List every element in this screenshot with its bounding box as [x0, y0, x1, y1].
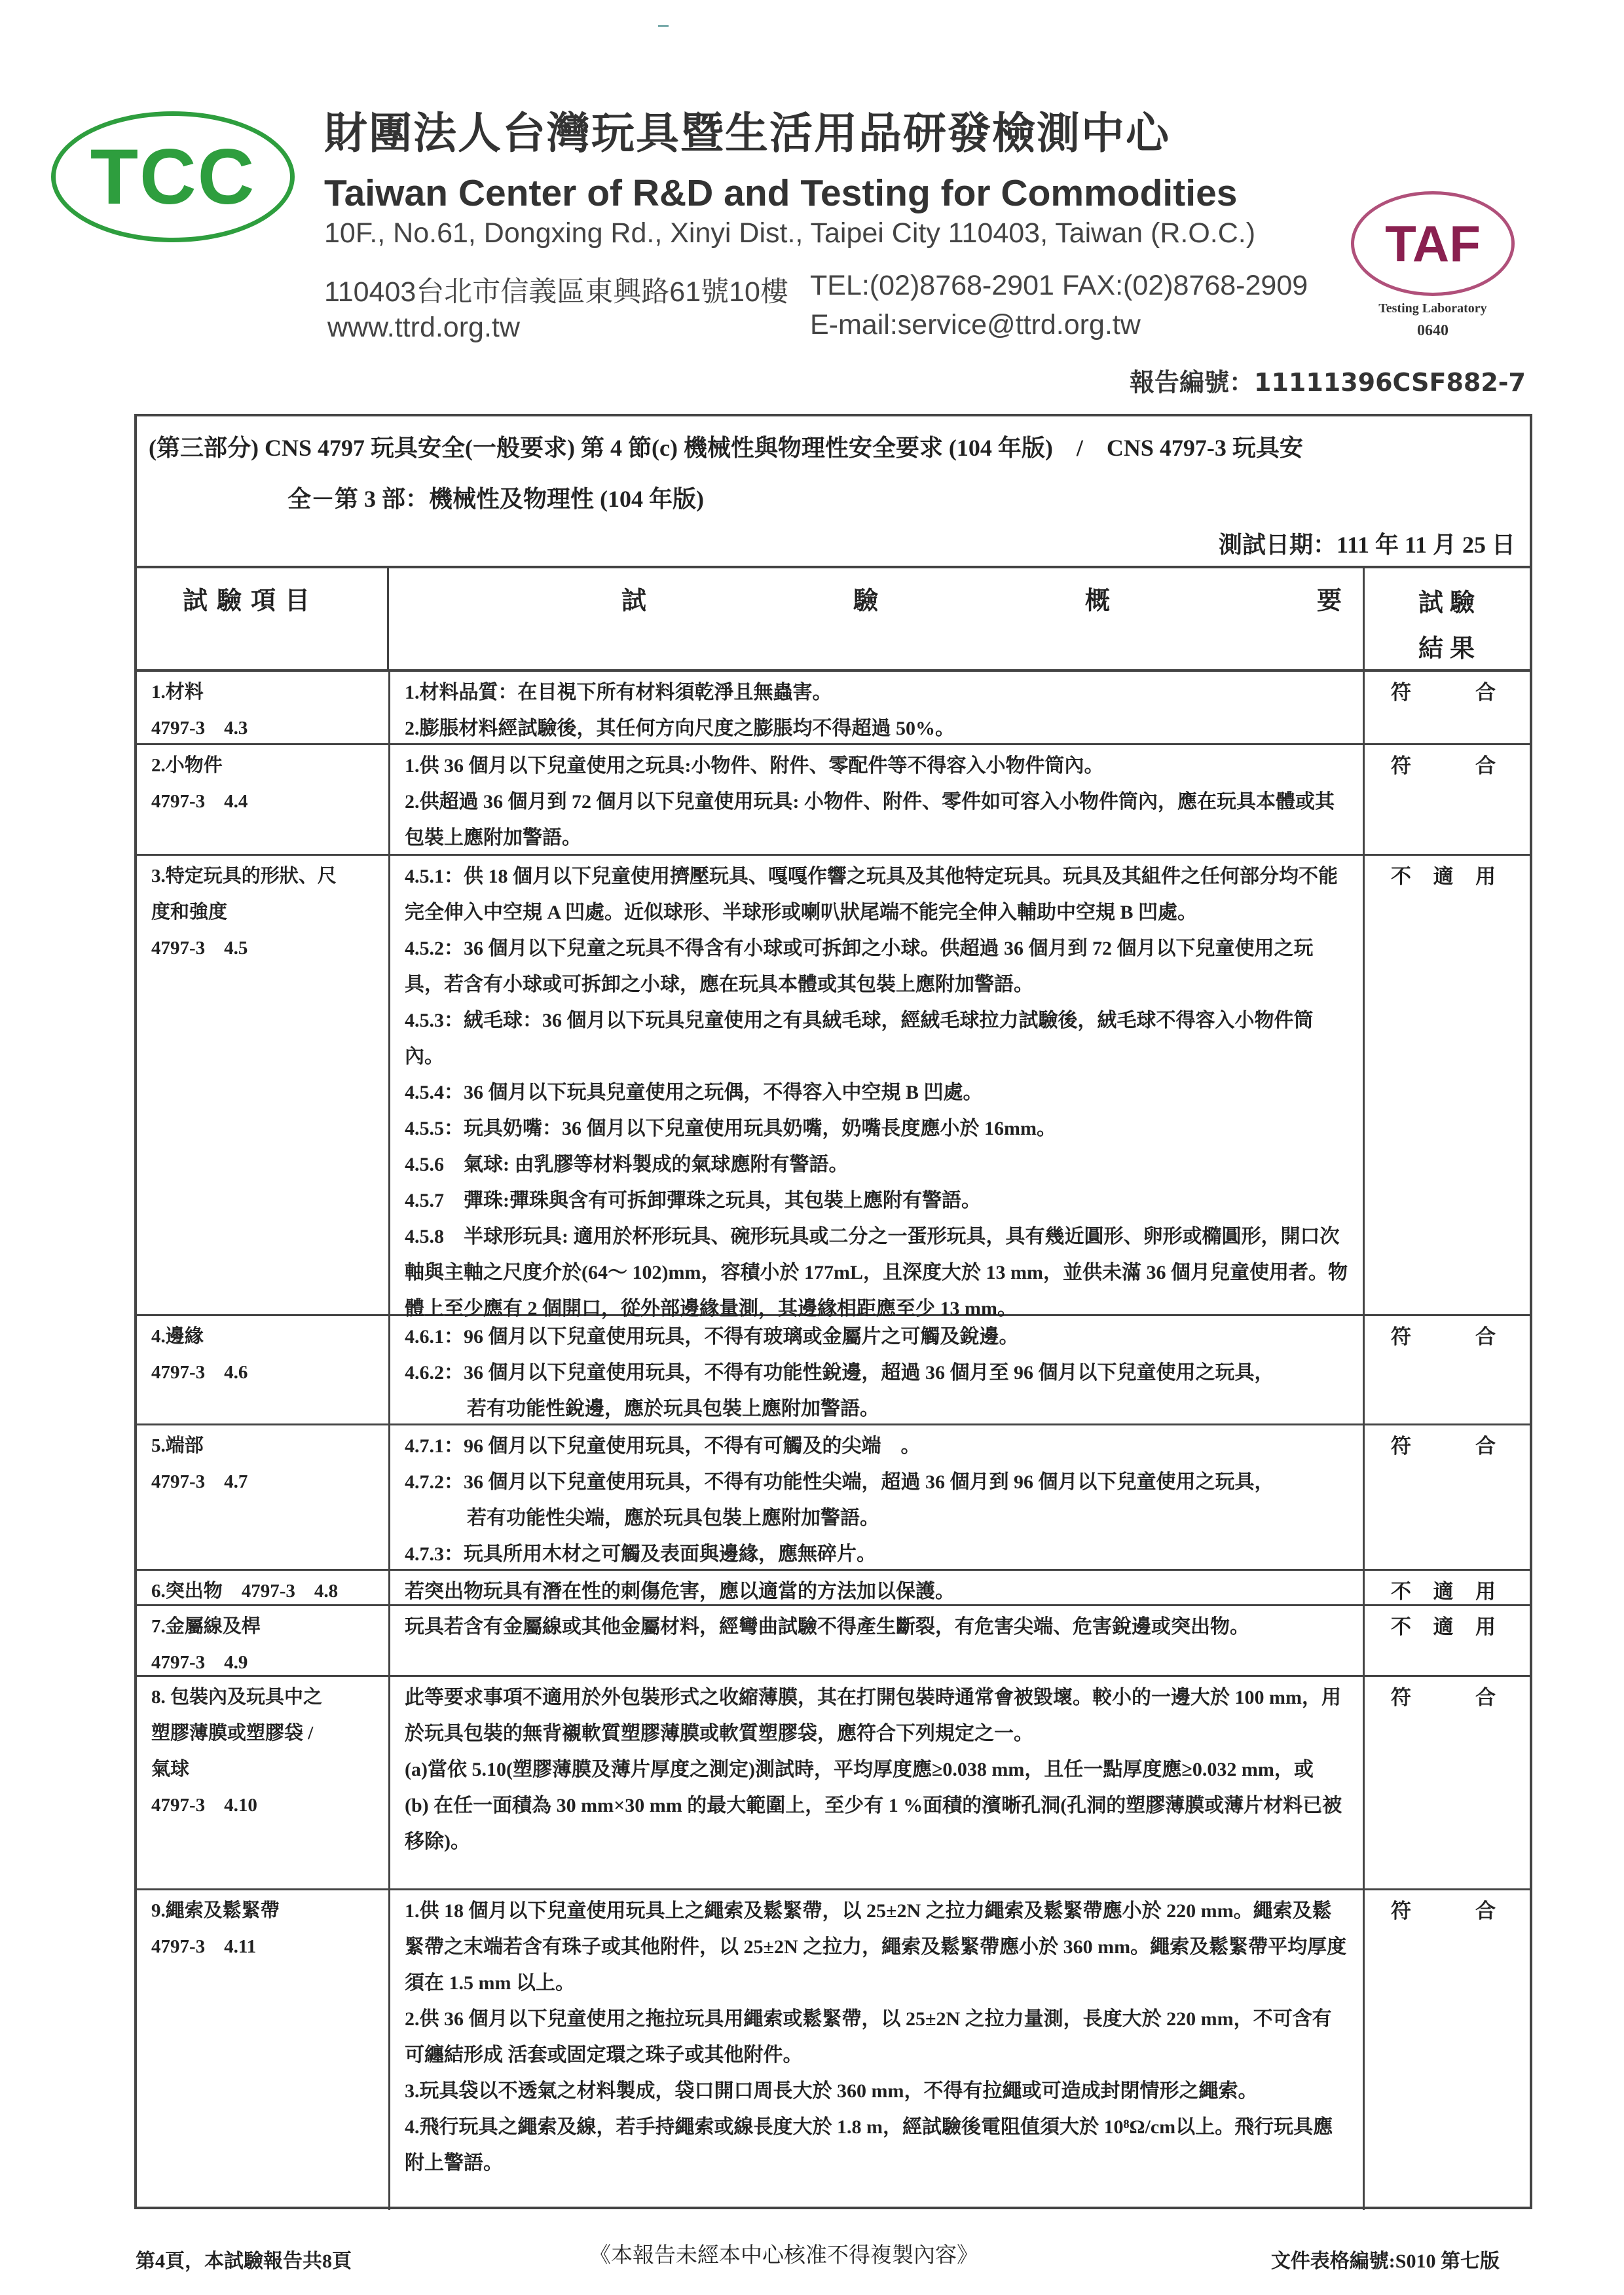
- test-summary-cell: [388, 745, 1365, 854]
- test-table: [134, 414, 1532, 2209]
- summary-paragraph: 若有功能性尖端，應於玩具包裝上應附加警語。: [467, 1507, 879, 1529]
- test-item-label: 4797-3 4.7: [151, 1471, 248, 1492]
- header-test-result: [1401, 580, 1499, 672]
- form-number: 文件表格編號:S010 第七版: [1270, 2250, 1500, 2272]
- summary-paragraph: 4.7.1：96 個月以下兒童使用玩具，不得有可觸及的尖端 。: [405, 1435, 921, 1457]
- test-item-label: 度和強度: [151, 902, 228, 923]
- table-row: [137, 1606, 1530, 1677]
- test-item-label: 1.材料: [151, 682, 204, 703]
- summary-paragraph: 4.5.3：絨毛球：36 個月以下玩具兒童使用之有具絨毛球，經絨毛球拉力試驗後，絨毛球不得容入小物件筒內。: [405, 1010, 1314, 1067]
- summary-paragraph: (a)當依 5.10(塑膠薄膜及薄片厚度之測定)測試時，平均厚度應≥0.038 mm，且任一點厚度應≥0.032 mm，或: [405, 1759, 1314, 1780]
- test-item-label: 氣球: [151, 1759, 190, 1780]
- test-item-cell: [137, 1425, 387, 1569]
- table-row: [137, 1890, 1530, 2210]
- test-item-label: 5.端部: [151, 1435, 204, 1456]
- standard-title-line1: (第三部分) CNS 4797 玩具安全(一般要求) 第 4 節(c) 機械性與物理性安全要求 (104 年版) / CNS 4797-3 玩具安: [149, 435, 1303, 461]
- summary-paragraph: 1.材料品質：在目視下所有材料須乾淨且無蟲害。: [405, 682, 832, 703]
- summary-paragraph: 4.7.3：玩具所用木材之可觸及表面與邊緣，應無碎片。: [405, 1543, 876, 1565]
- test-item-label: 4797-3 4.5: [151, 938, 248, 959]
- table-row: [137, 1316, 1530, 1425]
- test-result-cell: [1365, 745, 1532, 854]
- table-row: [137, 1677, 1530, 1890]
- test-item-cell: [137, 1890, 387, 2210]
- tcc-logo-text: TCC: [90, 133, 256, 221]
- summary-paragraph: 4.6.2：36 個月以下兒童使用玩具，不得有功能性銳邊，超過 36 個月至 96 個月以下兒童使用之玩具，: [405, 1362, 1274, 1384]
- summary-paragraph: 若突出物玩具有潛在性的刺傷危害，應以適當的方法加以保護。: [405, 1581, 955, 1602]
- copy-notice: 《本報告未經本中心核准不得複製內容》: [589, 2244, 978, 2267]
- taf-number: 0640: [1417, 322, 1449, 339]
- summary-paragraph: (b) 在任一面積為 30 mm×30 mm 的最大範圍上，至少有 1 %面積的濱晰孔洞(孔洞的塑膠薄膜或薄片材料已被移除)。: [405, 1795, 1342, 1852]
- header-test-summary: [621, 580, 1342, 616]
- test-result-cell: [1365, 672, 1532, 743]
- test-item-cell: [137, 672, 387, 743]
- result-badge: 不適用: [1391, 1615, 1496, 1638]
- test-item-cell: [137, 1316, 387, 1423]
- test-summary-cell: [388, 1677, 1365, 1888]
- test-item-cell: [137, 745, 387, 854]
- taf-label: Testing Laboratory: [1378, 301, 1487, 316]
- test-item-label: 7.金屬線及桿: [151, 1616, 261, 1637]
- website-link[interactable]: www.ttrd.org.tw: [327, 312, 520, 343]
- result-badge: 符合: [1391, 1900, 1496, 1922]
- taf-logo: [1351, 191, 1515, 296]
- summary-paragraph: 此等要求事項不適用於外包裝形式之收縮薄膜，其在打開包裝時通常會被毀壞。較小的一邊大於 100 mm，用於玩具包裝的無背襯軟質塑膠薄膜或軟質塑膠袋，應符合下列規定之一。: [405, 1687, 1341, 1744]
- column-divider: [387, 568, 389, 669]
- table-body: [137, 672, 1530, 2210]
- test-item-label: 4797-3 4.10: [151, 1795, 257, 1816]
- summary-paragraph: 4.5.2：36 個月以下兒童之玩具不得含有小球或可拆卸之小球。供超過 36 個月到 72 個月以下兒童使用之玩具，若含有小球或可拆卸之小球，應在玩具本體或其包裝上應附加警語。: [405, 938, 1314, 995]
- result-badge: 不適用: [1391, 865, 1496, 888]
- test-summary-cell: [388, 1316, 1365, 1423]
- summary-paragraph: 3.玩具袋以不透氣之材料製成，袋口開口周長大於 360 mm，不得有拉繩或可造成封閉情形之繩索。: [405, 2080, 1258, 2102]
- test-item-label: 4797-3 4.6: [151, 1362, 248, 1383]
- test-summary-cell: [388, 1606, 1365, 1675]
- test-item-label: 8. 包裝內及玩具中之: [151, 1687, 323, 1708]
- test-summary-cell: [388, 672, 1365, 743]
- tel-fax: TEL:(02)8768-2901 FAX:(02)8768-2909: [810, 270, 1308, 301]
- scan-mark: [658, 25, 669, 27]
- summary-paragraph: 4.7.2：36 個月以下兒童使用玩具，不得有功能性尖端，超過 36 個月到 96 個月以下兒童使用之玩具，: [405, 1471, 1274, 1493]
- header-summary-char: 概: [1084, 587, 1110, 615]
- test-item-cell: [137, 1606, 387, 1675]
- test-result-cell: [1365, 1890, 1532, 2210]
- summary-paragraph: 2.供超過 36 個月到 72 個月以下兒童使用玩具: 小物件、附件、零件如可容入小物件筒內，應在玩具本體或其包裝上應附加警語。: [405, 791, 1335, 849]
- test-result-cell: [1365, 1677, 1532, 1888]
- summary-paragraph: 2.供 36 個月以下兒童使用之拖拉玩具用繩索或鬆緊帶，以 25±2N 之拉力量測，長度大於 220 mm，不可含有可纏結形成 活套或固定環之珠子或其他附件。: [405, 2008, 1332, 2066]
- test-item-label: 3.特定玩具的形狀、尺: [151, 866, 337, 887]
- test-item-label: 4.邊緣: [151, 1326, 204, 1347]
- summary-paragraph: 若有功能性銳邊，應於玩具包裝上應附加警語。: [467, 1398, 879, 1420]
- result-badge: 符合: [1391, 754, 1496, 777]
- test-date: 測試日期：111 年 11 月 25 日: [1218, 532, 1515, 558]
- table-row: [137, 856, 1530, 1319]
- result-badge: 符合: [1391, 1325, 1496, 1348]
- header-summary-char: 要: [1316, 587, 1342, 615]
- taf-logo-text: TAF: [1385, 214, 1481, 272]
- header-result-line1: 試驗: [1418, 589, 1481, 617]
- table-row: [137, 745, 1530, 856]
- table-row: [137, 672, 1530, 745]
- summary-paragraph: 4.5.5：玩具奶嘴：36 個月以下兒童使用玩具奶嘴，奶嘴長度應小於 16mm。: [405, 1118, 1056, 1139]
- address-en: 10F., No.61, Dongxing Rd., Xinyi Dist., Taipei City 110403, Taiwan (R.O.C.): [324, 217, 1256, 249]
- address-cn: 110403台北市信義區東興路61號10樓: [324, 276, 788, 308]
- column-divider: [1363, 568, 1365, 669]
- test-item-label: 4797-3 4.4: [151, 791, 248, 812]
- standard-title-line2: 全－第 3 部：機械性及物理性 (104 年版): [287, 486, 704, 512]
- table-row: [137, 1571, 1530, 1606]
- summary-paragraph: 2.膨脹材料經試驗後，其任何方向尺度之膨脹均不得超過 50%。: [405, 718, 955, 739]
- test-result-cell: [1365, 856, 1532, 1314]
- page-indicator: 第4頁，本試驗報告共8頁: [136, 2250, 352, 2272]
- summary-paragraph: 4.5.8 半球形玩具: 適用於杯形玩具、碗形玩具或二分之一蛋形玩具，具有幾近圓形、卵形或橢圓形，開口次軸與主軸之尺度介於(64～ 102)mm，容積小於 177mL，且深度大於 13 mm，並供未滿 36 個月兒童使用者。物體上至少應有 2 個開口，從外部邊緣量測，其邊緣相距應至少 13 mm。: [405, 1226, 1348, 1319]
- standard-title-block: [137, 416, 1530, 568]
- summary-paragraph: 4.5.6 氣球: 由乳膠等材料製成的氣球應附有警語。: [405, 1154, 849, 1175]
- header-summary-char: 驗: [853, 587, 878, 615]
- result-badge: 符合: [1391, 1686, 1496, 1709]
- header-result-line2: 結果: [1418, 635, 1481, 663]
- table-header: [137, 568, 1530, 672]
- header-summary-char: 試: [621, 587, 647, 615]
- test-result-cell: [1365, 1571, 1532, 1604]
- org-name-cn: 財團法人台灣玩具暨生活用品研發檢測中心: [324, 108, 1170, 158]
- summary-paragraph: 4.5.1：供 18 個月以下兒童使用擠壓玩具、嘎嘎作響之玩具及其他特定玩具。玩具及其組件之任何部分均不能完全伸入中空規 A 凹處。近似球形、半球形或喇叭狀尾端不能完全伸入輔助中空規 B 凹處。: [405, 866, 1338, 923]
- test-summary-cell: [388, 856, 1365, 1319]
- summary-paragraph: 4.6.1：96 個月以下兒童使用玩具，不得有玻璃或金屬片之可觸及銳邊。: [405, 1326, 1019, 1348]
- test-result-cell: [1365, 1316, 1532, 1423]
- test-item-label: 塑膠薄膜或塑膠袋 /: [151, 1723, 314, 1744]
- summary-paragraph: 1.供 18 個月以下兒童使用玩具上之繩索及鬆緊帶，以 25±2N 之拉力繩索及鬆緊帶應小於 220 mm。繩索及鬆緊帶之末端若含有珠子或其他附件，以 25±2N 之拉力，繩索及鬆緊帶應小於 360 mm。繩索及鬆緊帶平均厚度須在 1.5 mm 以上。: [405, 1900, 1347, 1994]
- org-name-en: Taiwan Center of R&D and Testing for Commodities: [324, 172, 1238, 214]
- result-badge: 符合: [1391, 1435, 1496, 1458]
- tcc-logo: [51, 111, 295, 242]
- summary-paragraph: 玩具若含有金屬線或其他金屬材料，經彎曲試驗不得產生斷裂，有危害尖端、危害銳邊或突出物。: [405, 1616, 1249, 1638]
- table-row: [137, 1425, 1530, 1571]
- test-item-label: 4797-3 4.9: [151, 1652, 248, 1673]
- test-item-label: 4797-3 4.11: [151, 1936, 257, 1957]
- summary-paragraph: 1.供 36 個月以下兒童使用之玩具:小物件、附件、零配件等不得容入小物件筒內。: [405, 755, 1104, 777]
- result-badge: 符合: [1391, 681, 1496, 704]
- test-summary-cell: [388, 1425, 1365, 1569]
- test-summary-cell: [388, 1890, 1365, 2210]
- test-result-cell: [1365, 1606, 1532, 1675]
- test-item-cell: [137, 1677, 387, 1888]
- test-item-label: 9.繩索及鬆緊帶: [151, 1900, 280, 1921]
- test-result-cell: [1365, 1425, 1532, 1569]
- test-item-cell: [137, 856, 387, 1314]
- summary-paragraph: 4.5.4：36 個月以下玩具兒童使用之玩偶，不得容入中空規 B 凹處。: [405, 1082, 983, 1103]
- test-summary-cell: [388, 1571, 1365, 1604]
- email-link[interactable]: E-mail:service@ttrd.org.tw: [810, 309, 1141, 340]
- result-badge: 不適用: [1391, 1580, 1496, 1603]
- test-item-label: 2.小物件: [151, 755, 223, 776]
- test-item-label: 6.突出物 4797-3 4.8: [151, 1581, 339, 1602]
- summary-paragraph: 4.5.7 彈珠:彈珠與含有可拆卸彈珠之玩具，其包裝上應附有警語。: [405, 1190, 981, 1211]
- report-number: 報告編號：11111396CSF882-7: [1130, 368, 1526, 397]
- summary-paragraph: 4.飛行玩具之繩索及線，若手持繩索或線長度大於 1.8 m，經試驗後電阻值須大於 10⁸Ω/cm以上。飛行玩具應附上警語。: [405, 2116, 1333, 2174]
- test-item-cell: [137, 1571, 387, 1604]
- test-item-label: 4797-3 4.3: [151, 718, 248, 739]
- header-test-item: 試驗項目: [183, 587, 320, 615]
